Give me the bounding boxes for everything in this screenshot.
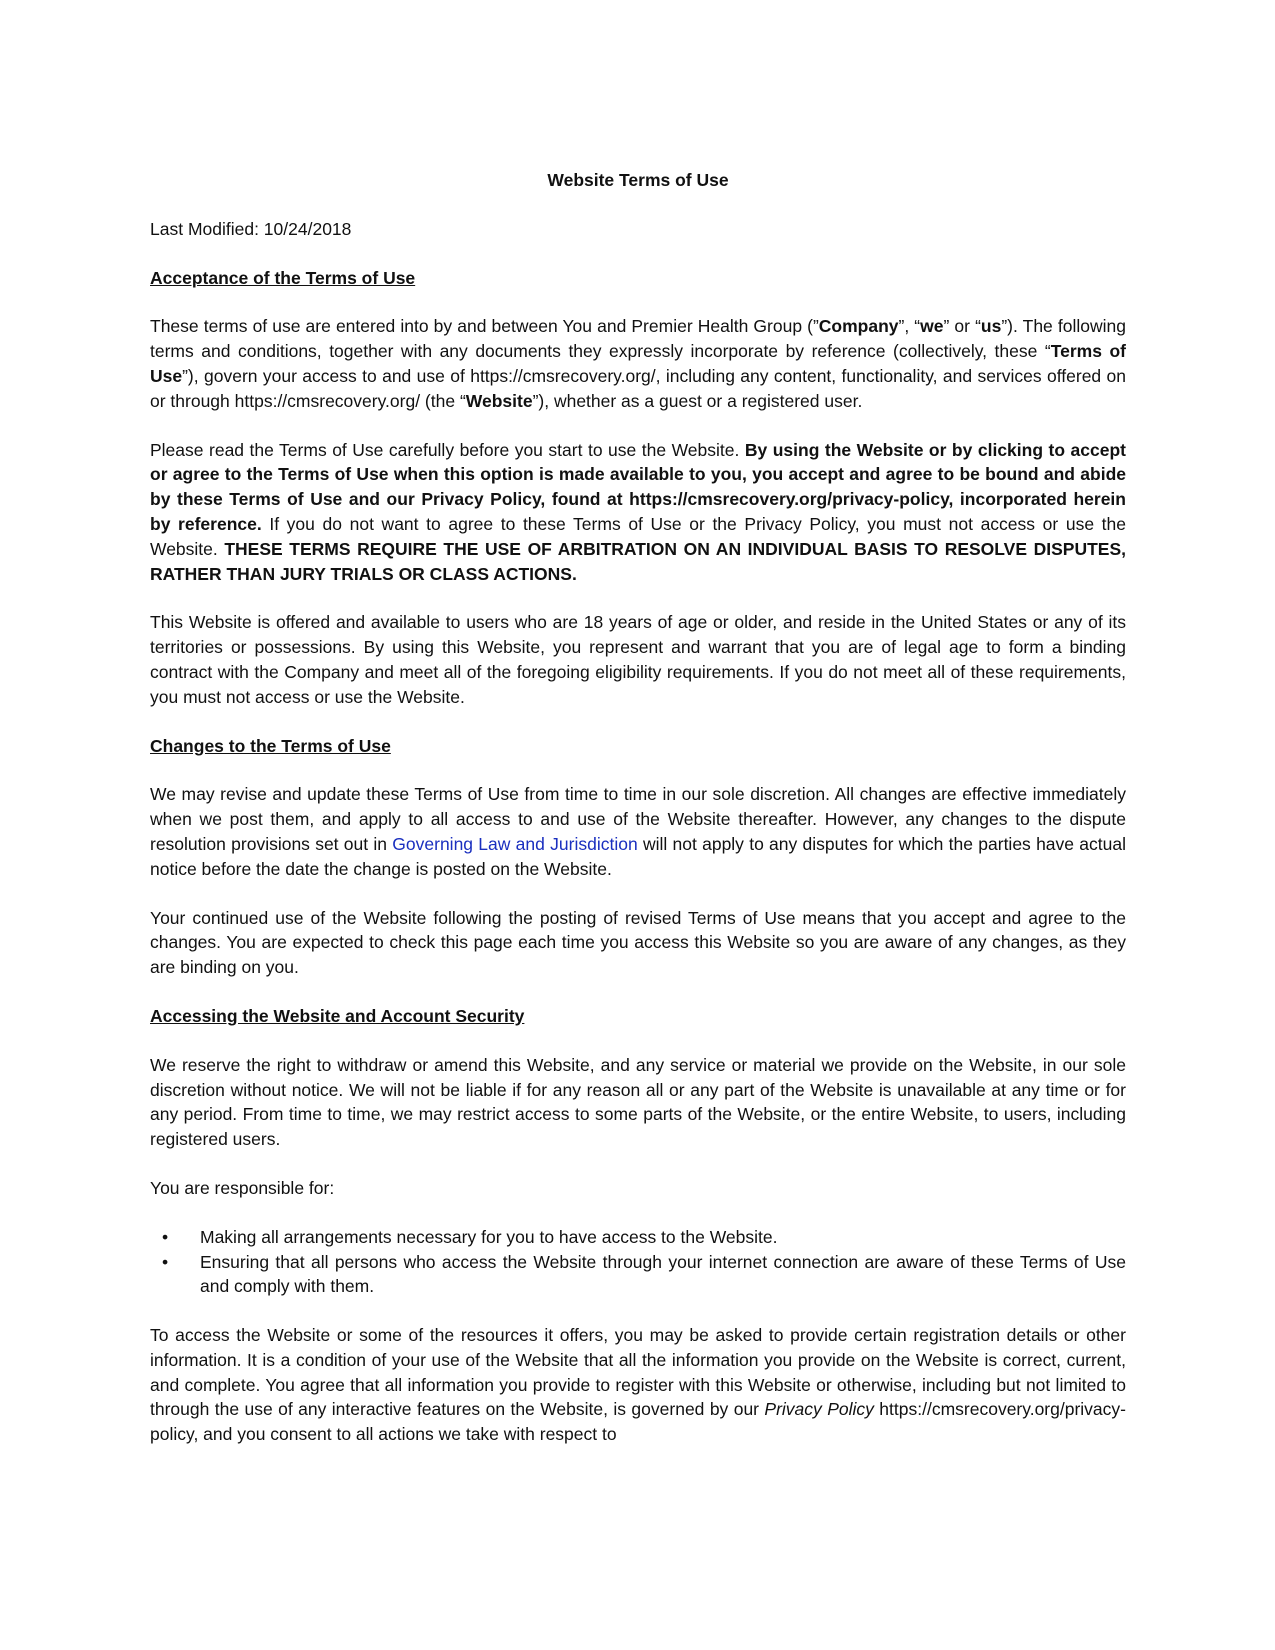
bullet-icon: • [162, 1251, 169, 1272]
paragraph-text: will not apply to any disputes for which the parties have actual notice before the date the change is posted on the Website. [150, 833, 1126, 879]
section-heading-access-security: Accessing the Website and Account Security [150, 1005, 525, 1026]
bold-term-website: Website [465, 390, 533, 411]
bullet-icon: • [162, 1226, 169, 1247]
paragraph-read-carefully [150, 438, 1126, 587]
responsibilities-list [150, 1225, 1126, 1299]
list-item-text: Making all arrangements necessary for you to have access to the Website. [200, 1226, 778, 1247]
paragraph-withdraw-amend: We reserve the right to withdraw or amend this Website, and any service or material we provide on the Website, in our sole discretion without notice. We will not be liable if for any reason all or any part of the Website is unavailable at any time or for any period. From time to time, we may restrict access to some parts of the Website, or the entire Website, to users, including registered users. [150, 1054, 1126, 1150]
paragraph-intro [150, 314, 1126, 413]
paragraph-text: ”), govern your access to and use of https://cmsrecovery.org/, including any content, functionality, and services offered on or through https://cmsrecovery.org/ (the “ [150, 365, 1126, 411]
paragraph-text: ”, “ [898, 316, 921, 337]
paragraph-text: These terms of use are entered into by and between You and Premier Health Group (” [150, 316, 819, 337]
bold-agreement-clause: By using the Website or by clicking to accept or agree to the Terms of Use when this option is made available to you, you accept and agree to be bound and abide by these Terms of Use and our Privacy Policy, found at https://cmsrecovery.org/privacy-policy, incorporated herein by reference. [150, 439, 1126, 534]
paragraph-text: https://cmsrecovery.org/privacy-policy, and you consent to all actions we take with respect to [150, 1399, 1126, 1445]
bold-term-us: us [980, 316, 1002, 337]
list-item-text: Ensuring that all persons who access the Website through your internet connection are aware of these Terms of Use and comply with them. [200, 1251, 1126, 1297]
italic-privacy-policy: Privacy Policy [764, 1399, 874, 1420]
paragraph-text: Please read the Terms of Use carefully before you start to use the Website. [150, 439, 745, 460]
paragraph-continued-use: Your continued use of the Website following the posting of revised Terms of Use means that you accept and agree to the changes. You are expected to check this page each time you access this Website so you are aware of any changes, as they are binding on you. [150, 907, 1126, 978]
paragraph-registration [150, 1323, 1126, 1447]
bold-term-company: Company [818, 316, 899, 337]
paragraph-revisions [150, 782, 1126, 881]
document-page [150, 168, 1126, 1447]
bold-term-we: we [920, 316, 944, 337]
section-heading-acceptance: Acceptance of the Terms of Use [150, 267, 416, 288]
paragraph-eligibility: This Website is offered and available to users who are 18 years of age or older, and reside in the United States or any of its territories or possessions. By using this Website, you represent and warrant that you are of legal age to form a binding contract with the Company and meet all of the foregoing eligibility requirements. If you do not meet all of these requirements, you must not access or use the Website. [150, 612, 1126, 707]
document-title: Website Terms of Use [547, 170, 729, 190]
governing-law-link[interactable]: Governing Law and Jurisdiction [392, 833, 638, 854]
last-modified-date: Last Modified: 10/24/2018 [150, 218, 352, 239]
section-heading-changes: Changes to the Terms of Use [150, 735, 391, 756]
list-item [150, 1225, 1126, 1250]
bold-arbitration-notice: THESE TERMS REQUIRE THE USE OF ARBITRATION ON AN INDIVIDUAL BASIS TO RESOLVE DISPUTES, RATHER THAN JURY TRIALS OR CLASS ACTIONS. [150, 538, 1126, 584]
paragraph-text: ”). The following terms and conditions, together with any documents they expressly incorporate by reference (collectively, these “ [150, 316, 1126, 362]
paragraph-text: ”), whether as a guest or a registered user. [532, 390, 863, 411]
paragraph-text: We may revise and update these Terms of Use from time to time in our sole discretion. All changes are effective immediately when we post them, and apply to all access to and use of the Website thereafter. However, any changes to the dispute resolution provisions set out in [150, 784, 1126, 854]
list-item [150, 1250, 1126, 1300]
paragraph-text: ” or “ [943, 316, 981, 337]
paragraph-responsible-for: You are responsible for: [150, 1177, 335, 1198]
bold-term-terms-of-use: Terms of Use [150, 341, 1127, 386]
paragraph-text: To access the Website or some of the resources it offers, you may be asked to provide certain registration details or other information. It is a condition of your use of the Website that all the information you provide on the Website is correct, current, and complete. You agree that all information you provide to register with this Website or otherwise, including but not limited to through the use of any interactive features on the Website, is governed by our [150, 1325, 1126, 1420]
paragraph-text: If you do not want to agree to these Terms of Use or the Privacy Policy, you must not access or use the Website. [150, 513, 1127, 559]
